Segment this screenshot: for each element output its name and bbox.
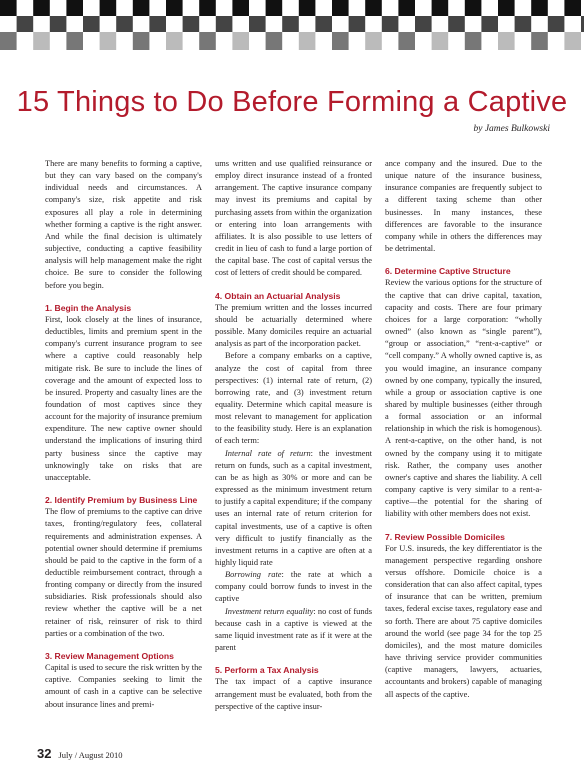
checker-square [232, 32, 249, 50]
checker-square [382, 16, 399, 32]
checker-square [448, 16, 465, 32]
checker-square [50, 16, 67, 32]
section-heading-4: 4. Obtain an Actuarial Analysis [215, 290, 341, 301]
definition-text-2: : the rate at which a company could borrow funds to invest in the captive [215, 570, 372, 604]
checker-square [531, 32, 548, 50]
column-2 [215, 158, 372, 713]
section-heading-7: 7. Review Possible Domiciles [385, 531, 505, 542]
checker-square [100, 0, 117, 16]
checker-square [432, 0, 449, 16]
section-3-continued: ums written and use qualified reinsurance or employ direct insurance instead of a fronted arrangement. The captive insurance company may invest its premiums and capital by purchasing assets from within the organization or entering into loan arrangements with affiliates. It is also possible to use letters of credit in lieu of cash to fund a large portion of the capital base. The cost of capital versus the cost of letters of credit should be compared. [215, 159, 372, 278]
section-heading-3: 3. Review Management Options [45, 650, 174, 661]
section-1-body: First, look closely at the lines of insurance, deductibles, limits and premium spent in the company's current insurance program to see where a captive could reasonably help mitigate risk. Be sure to include the lines of coverage and the amount of expected loss to be insured. Property and casualty lines are the foundation of most captives since they account for the majority of insurance premium expenditure. The new captive owner should understand the implications of insuring third party business since the captive may unknowingly take on risks that are unacceptable. [45, 314, 202, 482]
section-heading-5: 5. Perform a Tax Analysis [215, 665, 319, 676]
checker-square [0, 32, 17, 50]
checker-square [249, 16, 266, 32]
checker-square [415, 16, 432, 32]
checker-square [66, 32, 83, 50]
article-title: 15 Things to Do Before Forming a Captive [16, 86, 568, 118]
term-internal-rate: Internal rate of return [225, 448, 311, 458]
term-borrowing-rate: Borrowing rate [225, 570, 282, 580]
page-number: 32 [37, 746, 52, 761]
checker-square [398, 0, 415, 16]
checker-square [498, 32, 515, 50]
checker-square [66, 0, 83, 16]
page-footer [37, 745, 122, 763]
checker-square [465, 0, 482, 16]
checker-square [498, 0, 515, 16]
checker-square [183, 16, 200, 32]
checker-square [33, 32, 50, 50]
checker-square [266, 0, 283, 16]
checker-square [282, 16, 299, 32]
checker-square [133, 32, 150, 50]
definition-borrowing-rate [215, 569, 372, 605]
intro-paragraph: There are many benefits to forming a captive, but they can vary based on the company's individual needs and circumstances. A company's size, risk appetite and risk exposures all play a role in determining whether forming a captive is the right answer. And while the final decision is ultimately subjective, conducting a captive feasibility analysis will help management make the right choice. Be sure to consider the following before you begin. [45, 159, 202, 290]
checker-square [149, 16, 166, 32]
term-investment-return: Investment return equality [225, 606, 314, 616]
checker-square [365, 0, 382, 16]
checker-square [33, 0, 50, 16]
issue-date: July / August 2010 [58, 750, 123, 760]
checkerboard-banner [0, 0, 584, 50]
column-1 [45, 158, 202, 711]
checker-square [299, 0, 316, 16]
checker-square [465, 32, 482, 50]
checker-square [116, 16, 133, 32]
definition-investment-return [215, 606, 372, 655]
checker-square [332, 32, 349, 50]
checker-square [133, 0, 150, 16]
section-2-body: The flow of premiums to the captive can drive taxes, fronting/regulatory fees, collateral requirements and administration expenses. A potential owner should determine if premiums should be paid to the captive in the form of a deductible reimbursement contract, through a fronting company or directly from the insured subsidiaries. Risk professionals should also review whether the captive will be a net retainer of risk, reinsurer of risk to third parties or a combination of the two. [45, 507, 202, 638]
section-heading-1: 1. Begin the Analysis [45, 302, 132, 313]
checker-square [299, 32, 316, 50]
checker-square [100, 32, 117, 50]
section-3-body: Capital is used to secure the risk written by the captive. Companies seeking to limit the amount of cash in a captive can be selective about insurance lines and premi- [45, 663, 202, 709]
byline: by James Bulkowski [473, 124, 550, 134]
checker-square [232, 0, 249, 16]
checker-square [548, 16, 565, 32]
section-4-body: The premium written and the losses incurred should be actuarially determined where possible. Many domiciles require an actuarial analysis as part of the incorporation packet. [215, 302, 372, 349]
definition-internal-rate [215, 448, 372, 570]
column-3 [385, 158, 542, 701]
checker-square [564, 0, 581, 16]
section-5-body: The tax impact of a captive insurance arrangement must be evaluated, both from the perspective of the captive insur- [215, 677, 372, 711]
checker-square [432, 32, 449, 50]
section-6-body: Review the various options for the structure of the captive that can drive capital, taxation, capacity and costs. There are four primary choices for a large corporation: “wholly owned” (also known as “single parent”), “group or association,” “rent-a-captive” or “cell company.” A wholly owned captive is, as you would imagine, an insurance company owned by one company, typically the insured, while a group or association captive is one shared by multiple businesses (either through a formal association or an informal relationship in which the risk is homogenous). A rent-a-captive, on the other hand, is not owned by the company using it to mitigate risk. Rather, the company uses another owner's captive and shares the liability. A cell company captive is very similar to a rent-a-captive—the potential for the sharing of liability with other members does not exist. [385, 278, 542, 519]
checker-square [349, 16, 366, 32]
checker-square [199, 32, 216, 50]
checker-square [332, 0, 349, 16]
section-5-continued: ance company and the insured. Due to the unique nature of the insurance business, insurance companies are frequently subject to a different taxing scheme than other businesses. In many instances, these differences are favorable to the insurance company while in others the differences may be detrimental. [385, 159, 542, 254]
checker-square [481, 16, 498, 32]
definition-text-3: : no cost of funds because cash in a captive is viewed at the same liquid investment rate as if it were at the parent [215, 606, 372, 653]
checker-square [564, 32, 581, 50]
checker-square [398, 32, 415, 50]
checker-square [166, 0, 183, 16]
checker-square [0, 0, 17, 16]
section-heading-6: 6. Determine Captive Structure [385, 266, 511, 277]
checker-square [199, 0, 216, 16]
checker-square [365, 32, 382, 50]
checker-square [531, 0, 548, 16]
section-heading-2: 2. Identify Premium by Business Line [45, 495, 198, 506]
definition-text-1: : the investment return on funds, such as a capital investment, can be as high as 30% or more and can be expressed as the minimum investment return to justify a capital expenditure; if the company uses an internal rate of return criterion for capital investments, use of a captive is often very difficult to justify financially as the investment returns in a captive are often at a highly liquid rate [215, 448, 372, 567]
section-7-body: For U.S. insureds, the key differentiator is the management perspective regarding onshore versus offshore. Domicile choice is a consideration that can also affect capital, types of insurance that can be written, premium taxes, federal excise taxes, regulatory ease and so forth. There are about 75 captive domiciles around the world (see page 34 for the top 25 domiciles), and the most mature domiciles have thriving service provider communities (captive managers, lawyers, actuaries, accountants and brokers) capable of managing all aspects of the captive. [385, 543, 542, 699]
checker-square [315, 16, 332, 32]
checker-square [515, 16, 532, 32]
checker-square [83, 16, 100, 32]
checker-square [266, 32, 283, 50]
checker-square [17, 16, 34, 32]
section-4-body-2: Before a company embarks on a captive, analyze the cost of capital from three perspectives: (1) internal rate of return, (2) borrowing rate, and (3) investment return equality. Determine which capital measure is most relevant to management for application to the feasibility study. Here is an explanation of each term: [215, 351, 372, 446]
checker-square [166, 32, 183, 50]
checker-square [216, 16, 233, 32]
